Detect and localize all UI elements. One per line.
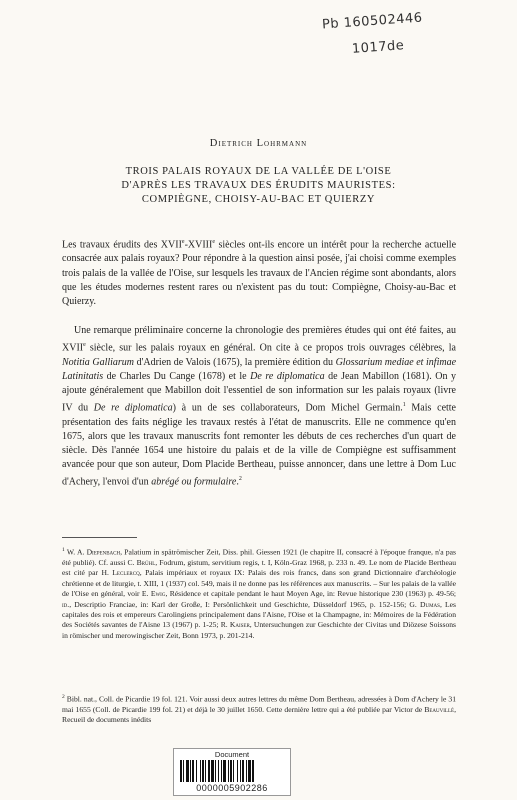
author-name: Diepenbach [86,547,121,557]
handwritten-shelfmark: Pb 160502446 [321,10,424,33]
italic-title: De re diplomatica [93,402,173,414]
text-run: , Résidence et capitale pendant le haut Moyen Age, in: Revue historique 230 (1963) p. 49-56; [165,589,456,599]
text-run: Une remarque préliminaire concerne la chronologie des premières études qui ont été faites, au XVII [62,325,456,354]
text-run: , Recueil de documents inédits [62,704,456,725]
author-name: Leclercq [112,568,140,578]
text-run: siècles ont-ils encore un intérêt pour la recherche actuelle consacrée aux palais royaux? Pour répondre à la question ainsi posée, j'ai choisi comme exemples trois palais de la vallée de l'Oise, sur lesquels les travaux de l'Ancien régime sont abondants, alors que les études modernes restent rares ou n'existent pas du tout: Compiègne, Choisy-au-Bac et Quierzy. [62,239,457,307]
text-run: , Untersuchungen zur Geschichte der Civitas und Diözese Soissons in römischer und merowingischer Zeit, Bonn 1973, p. 201-214. [62,620,456,640]
barcode-icon [180,760,284,782]
text-run: , Palatium in spätrömischer Zeit, Diss. phil. Giessen 1921 (le chapitre II, consacré à l'époque franque, n'a pas été publié). Cf. aussi C. [62,547,457,567]
barcode-number: 0000005902286 [196,783,268,793]
text-run: ) à un de ses collaborateurs, Dom Michel Germain. [172,402,403,414]
text-run: Bibl. nat., Coll. de Picardie 19 fol. 121. Voir aussi deux autres lettres du même Dom Bertheau, adressées à Dom d'Achery le 31 mai 1655 (Coll. de Picardie 199 fol. 21) et déjà le 30 juillet 1650. Cette dernière lettre qui a été publiée par Victor de [62,694,456,714]
author-name: Beauvillé [424,704,455,714]
author-name: id. [62,599,70,609]
footnote-ref: 2 [238,476,242,483]
footnote-separator [62,537,137,538]
text-run: W. A. [64,547,87,557]
superscript: e [83,342,86,349]
author-name: Brühl [136,557,156,567]
text-run: d'Adrien de Valois (1675), la première édition du [134,356,336,368]
text-run: Mais cette présentation des faits néglige les travaux restés à l'état de manuscrits. Elle ne commence qu'en 1675, alors que les travaux manuscrits font remonter les débuts de ces recherches d'un quart de siècle. Dès l'année 1654 une histoire du palais et de la ville de Compiègne est suffisamment avancée pour que son auteur, Dom Placide Bertheau, puisse annoncer, dans une lettre à Dom Luc d'Achery, l'envoi d'un [62,402,456,488]
text-run: de Charles Du Cange (1678) et le [103,370,251,382]
superscript: e [212,239,216,245]
article-title [60,165,457,207]
text-run: , Les capitales des rois et empereurs Carolingiens principalement dans l'Aisne, l'Oise et la Champagne, in: Mémoires de la Fédération des Sociétés savantes de l'Aisne 13 (1967) p. 1-25; R. [62,599,456,630]
footnote-2 [62,692,456,726]
text-run: , Fodrum, gistum, servitium regis, t. I, Köln-Graz 1968, p. 233 n. 49. Le nom de Placide Bertheau est cité par H. [62,557,456,578]
text-run: , Palais impériaux et royaux IX: Palais des rois francs, dans son grand Dictionnaire d'archéologie chrétienne et de liturgie, t. XIII, 1 (1937) col. 549, mais il ne donne pas les références aux manuscrits. – Sur les palais de la vallée de l'Oise en général, voir E. [62,568,456,599]
text-run: Les travaux érudits des XVII [62,239,182,251]
italic-title: De re diplomatica [250,370,325,382]
author-name: Dumas [420,599,440,609]
italic-title: Glossarium mediae et infimae Latinitatis [62,356,457,382]
author-name: Dietrich Lohrmann [209,138,308,149]
body-paragraph-2 [62,324,456,490]
footnote-ref: 1 [402,402,406,409]
italic-title: abrégé ou formulaire [151,476,237,488]
text-run: -XVIII [184,239,213,251]
text-run: , Descriptio Franciae, in: Karl der Große, I: Persönlichkeit und Geschichte, Düsseldorf 1965, p. 152-156; G. [69,599,420,609]
text-run: de Jean Mabillon (1681). On y ajoute généralement que Mabillon doit l'essentiel de son information sur les palais royaux (livre IV du [62,370,456,414]
text-run: . [236,476,239,488]
library-barcode-label [173,748,291,796]
footnote-number: 1 [62,547,65,553]
superscript: e [181,239,185,245]
italic-title: Notitia Galliarum [62,356,135,368]
barcode-label-text: Document [214,750,250,759]
title-line: D'APRÈS LES TRAVAUX DES ÉRUDITS MAURISTES: [121,180,396,191]
handwritten-note: 1017de [351,38,405,57]
footnote-number: 2 [62,694,65,700]
text-run: siècle, sur les palais royaux en général. On cite à ce propos trois ouvrages célèbres, la [85,342,456,354]
author-name: Ewig [150,589,166,599]
title-line: COMPIÈGNE, CHOISY-AU-BAC ET QUIERZY [141,194,376,205]
title-line: TROIS PALAIS ROYAUX DE LA VALLÉE DE L'OISE [125,166,392,177]
body-paragraph-1 [62,235,456,309]
author-name: Kaiser [229,620,250,630]
footnote-1 [62,545,456,641]
